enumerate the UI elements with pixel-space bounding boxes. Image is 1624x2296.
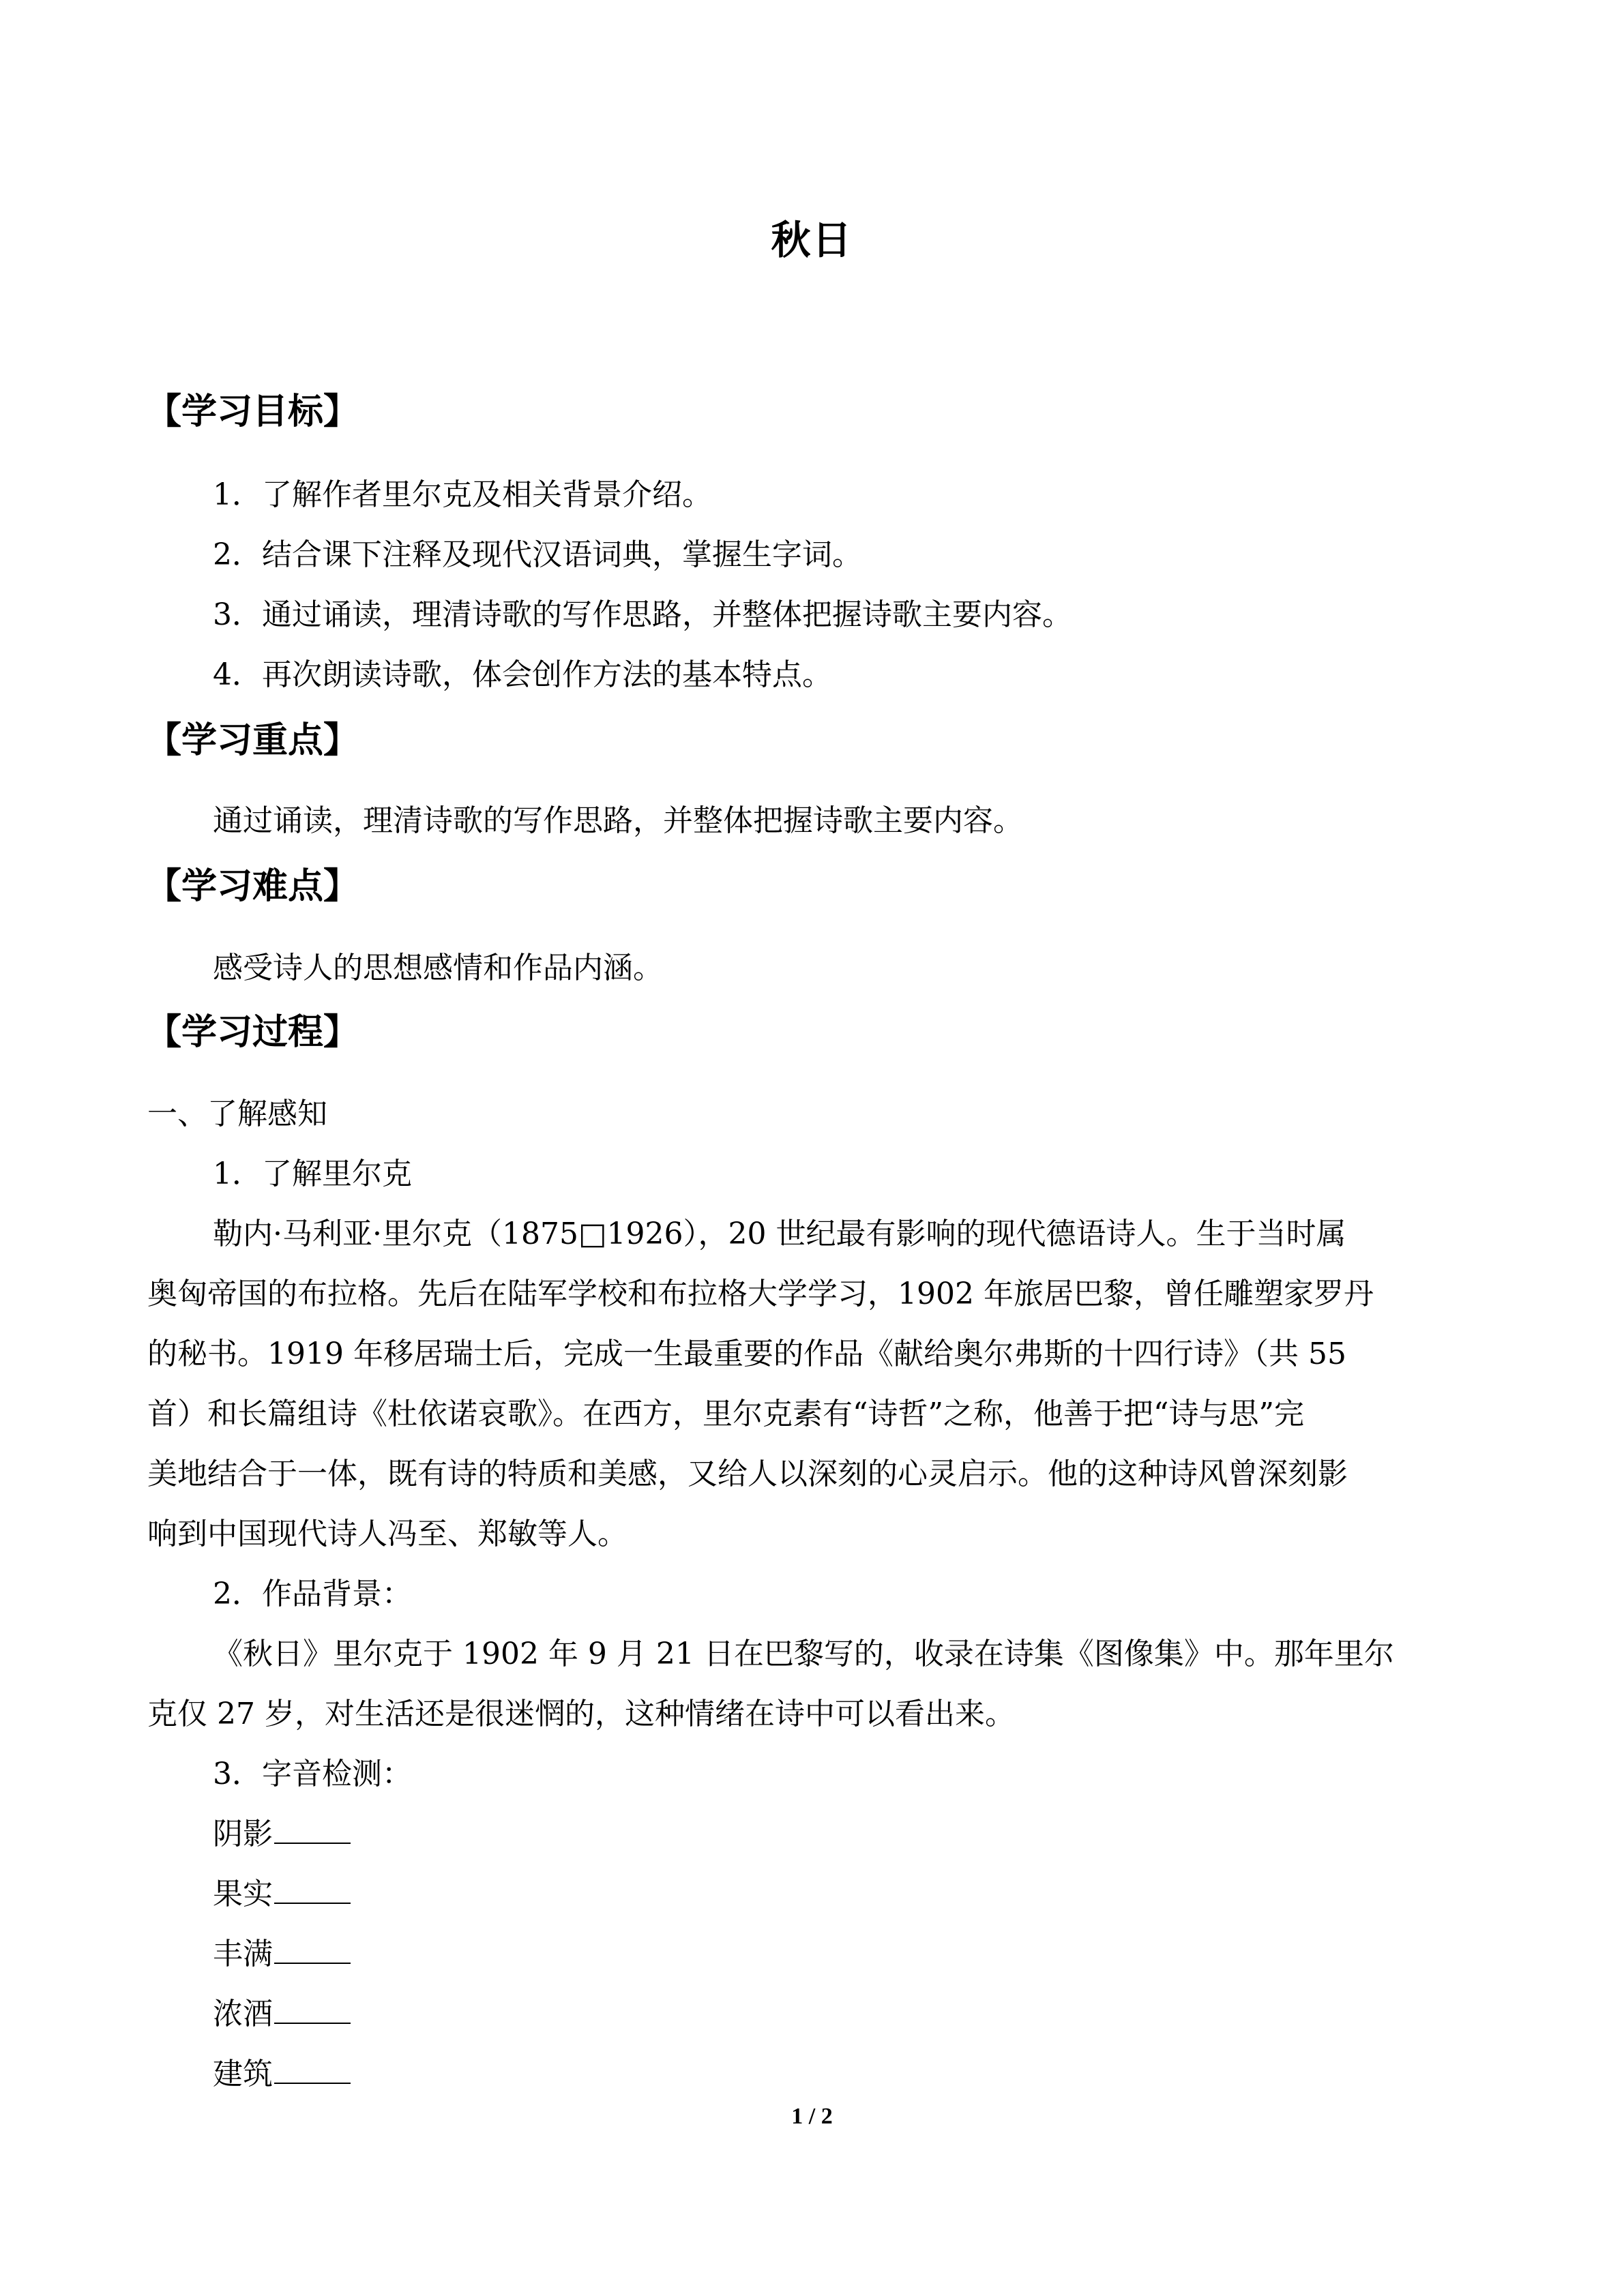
- difficulties-heading: 【学习难点】: [146, 866, 359, 907]
- answer-blank: [274, 1960, 351, 1964]
- page-title: 秋日: [771, 217, 853, 263]
- page-number: 1 / 2: [791, 2104, 833, 2129]
- word-item: [213, 1814, 351, 1855]
- answer-blank: [274, 1900, 351, 1904]
- bio-line: 勒内·马利亚·里尔克（1875□1926），20 世纪最有影响的现代德语诗人。生于当时属: [213, 1217, 1346, 1251]
- bio-line: 首）和长篇组诗《杜依诺哀歌》。在西方，里尔克素有“诗哲”之称，他善于把“诗与思”完: [147, 1397, 1304, 1431]
- bio-line: 奥匈帝国的布拉格。先后在陆军学校和布拉格大学学习，1902 年旅居巴黎，曾任雕塑家罗丹: [147, 1277, 1374, 1311]
- word-text: 果实: [213, 1877, 273, 1911]
- key-points-heading: 【学习重点】: [146, 720, 359, 761]
- difficulties-text: 感受诗人的思想感情和作品内涵。: [213, 951, 663, 985]
- word-item: [213, 1994, 351, 2035]
- sub3-title: 3．字音检测：: [213, 1757, 412, 1791]
- sub1-title: 1．了解里尔克: [213, 1157, 412, 1191]
- part1-title: 一、了解感知: [147, 1097, 327, 1131]
- objective-item: 1．了解作者里尔克及相关背景介绍。: [213, 477, 712, 512]
- word-item: [213, 2054, 351, 2095]
- word-text: 建筑: [213, 2057, 273, 2091]
- word-item: [213, 1934, 351, 1975]
- process-heading: 【学习过程】: [146, 1012, 359, 1053]
- bio-line: 的秘书。1919 年移居瑞士后，完成一生最重要的作品《献给奥尔弗斯的十四行诗》（共 55: [147, 1337, 1346, 1371]
- word-text: 阴影: [213, 1817, 273, 1851]
- sub2-title: 2．作品背景：: [213, 1577, 412, 1611]
- answer-blank: [274, 2020, 351, 2024]
- key-points-text: 通过诵读，理清诗歌的写作思路，并整体把握诗歌主要内容。: [213, 803, 1023, 838]
- objective-item: 2．结合课下注释及现代汉语词典，掌握生字词。: [213, 537, 862, 572]
- objectives-heading: 【学习目标】: [146, 391, 359, 432]
- word-text: 丰满: [213, 1937, 273, 1971]
- background-line: 克仅 27 岁，对生活还是很迷惘的，这种情绪在诗中可以看出来。: [147, 1697, 1015, 1731]
- answer-blank: [274, 2080, 351, 2084]
- objective-item: 4．再次朗读诗歌，体会创作方法的基本特点。: [213, 657, 832, 692]
- answer-blank: [274, 1840, 351, 1844]
- bio-line: 响到中国现代诗人冯至、郑敏等人。: [147, 1517, 628, 1551]
- background-line: 《秋日》里尔克于 1902 年 9 月 21 日在巴黎写的，收录在诗集《图像集》中。那年里尔: [213, 1637, 1394, 1671]
- bio-line: 美地结合于一体，既有诗的特质和美感，又给人以深刻的心灵启示。他的这种诗风曾深刻影: [147, 1457, 1348, 1491]
- word-text: 浓酒: [213, 1997, 273, 2031]
- objective-item: 3．通过诵读，理清诗歌的写作思路，并整体把握诗歌主要内容。: [213, 597, 1072, 632]
- word-item: [213, 1874, 351, 1915]
